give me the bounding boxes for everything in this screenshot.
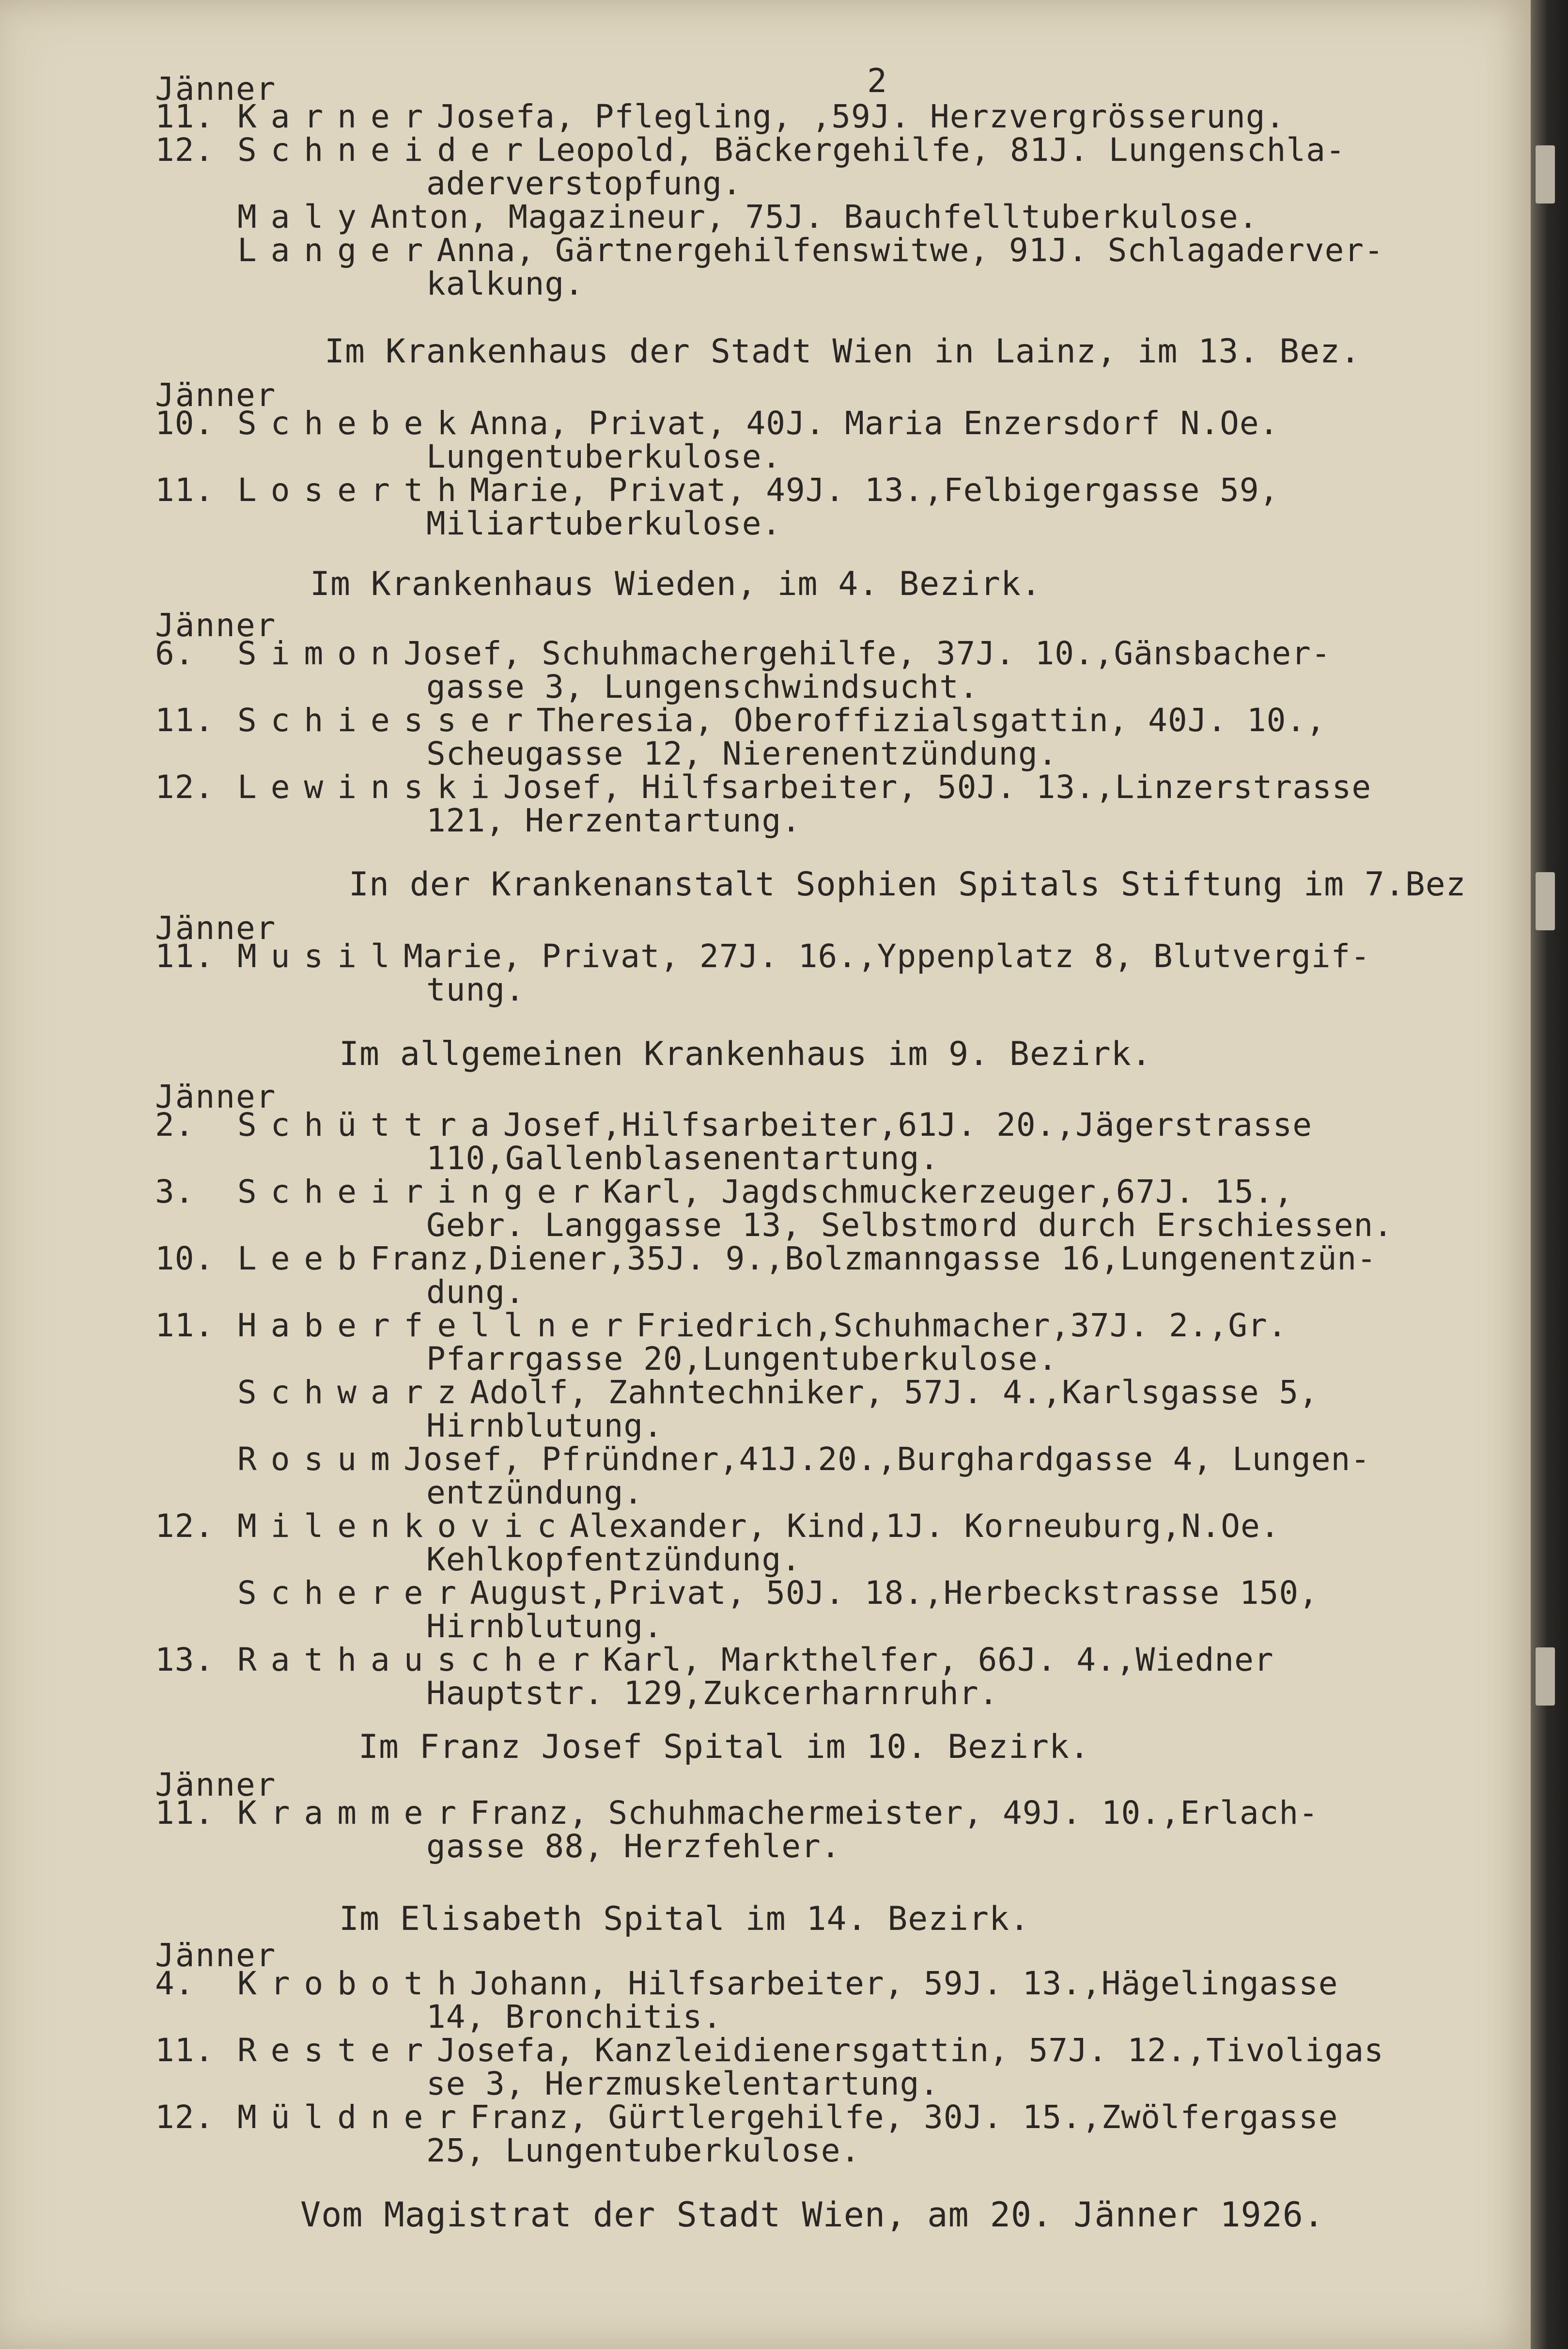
entry-day: 4. xyxy=(155,1965,195,2002)
entry-continuation: dung. xyxy=(426,1273,525,1311)
section-heading: Im Krankenhaus der Stadt Wien in Lainz, im 13. Bez. xyxy=(325,332,1361,371)
entry-details: Josef, Schuhmachergehilfe, 37J. 10.,Gänsbacher- xyxy=(404,635,1331,672)
month-label: Jänner xyxy=(155,1078,277,1115)
entry-continuation: Pfarrgasse 20,Lungentuberkulose. xyxy=(426,1340,1058,1378)
entry-continuation: 25, Lungentuberkulose. xyxy=(426,2132,861,2169)
entry-day: 11. xyxy=(155,471,215,509)
entry-details: Josefa, Kanzleidienersgattin, 57J. 12.,Tivoligas xyxy=(436,2032,1384,2069)
entry-surname: Scheiringer xyxy=(237,1173,604,1210)
month-label: Jänner xyxy=(155,1937,277,1974)
entry-day: 11. xyxy=(155,2032,215,2069)
entry-continuation: aderverstopfung. xyxy=(426,165,742,202)
entry-details: Josef, Hilfsarbeiter, 50J. 13.,Linzerstrasse xyxy=(503,768,1372,806)
entry-continuation: 14, Bronchitis. xyxy=(426,1998,723,2036)
entry-details: Anna, Gärtnergehilfenswitwe, 91J. Schlagaderver- xyxy=(436,232,1384,269)
entry-details: Anna, Privat, 40J. Maria Enzersdorf N.Oe. xyxy=(470,405,1279,442)
entry-surname: Krammer xyxy=(237,1794,471,1832)
entry-surname: Schneider xyxy=(237,131,537,169)
month-label: Jänner xyxy=(155,909,277,947)
month-label: Jänner xyxy=(155,70,277,108)
entry-surname: Schüttra xyxy=(237,1106,504,1143)
entry-day: 10. xyxy=(155,405,215,442)
entry-surname: Lewinski xyxy=(237,768,504,806)
entry-details: August,Privat, 50J. 18.,Herbeckstrasse 150, xyxy=(470,1574,1319,1612)
entry-details: Friedrich,Schuhmacher,37J. 2.,Gr. xyxy=(636,1307,1288,1344)
entry-details: Franz,Diener,35J. 9.,Bolzmanngasse 16,Lungenentzün- xyxy=(370,1240,1377,1277)
section-heading: Im Krankenhaus Wieden, im 4. Bezirk. xyxy=(310,565,1041,603)
entry-details: Theresia, Oberoffizialsgattin, 40J. 10., xyxy=(536,702,1326,739)
month-label: Jänner xyxy=(155,376,277,414)
entry-surname: Rathauscher xyxy=(237,1641,604,1678)
entry-details: Franz, Gürtlergehilfe, 30J. 15.,Zwölfergasse xyxy=(470,2098,1338,2136)
section-heading: Im Franz Josef Spital im 10. Bezirk. xyxy=(358,1728,1090,1766)
entry-surname: Rosum xyxy=(237,1441,404,1478)
entry-details: Marie, Privat, 49J. 13.,Felbigergasse 59, xyxy=(470,471,1279,509)
entry-surname: Haberfellner xyxy=(237,1307,637,1344)
entry-surname: Schiesser xyxy=(237,702,537,739)
entry-day: 11. xyxy=(155,938,215,975)
entry-surname: Schebek xyxy=(237,405,471,442)
binding-tab xyxy=(1536,872,1555,930)
binding-tab xyxy=(1536,1647,1555,1706)
entry-details: Josef, Pfründner,41J.20.,Burghardgasse 4, Lungen- xyxy=(404,1441,1371,1478)
section-heading: In der Krankenanstalt Sophien Spitals Stiftung im 7.Bez xyxy=(349,865,1466,904)
entry-day: 3. xyxy=(155,1173,195,1210)
entry-continuation: Gebr. Langgasse 13, Selbstmord durch Erschiessen. xyxy=(426,1206,1394,1244)
entry-surname: Schwarz xyxy=(237,1374,471,1411)
entry-details: Leopold, Bäckergehilfe, 81J. Lungenschla- xyxy=(536,131,1346,169)
entry-day: 12. xyxy=(155,768,215,806)
page-number: 2 xyxy=(867,62,887,100)
entry-details: Karl, Markthelfer, 66J. 4.,Wiedner xyxy=(603,1641,1274,1678)
entry-details: Josefa, Pflegling, ,59J. Herzvergrösserung. xyxy=(436,98,1286,135)
entry-surname: Müldner xyxy=(237,2098,471,2136)
entry-day: 2. xyxy=(155,1106,195,1143)
entry-details: Anton, Magazineur, 75J. Bauchfelltuberkulose. xyxy=(370,198,1258,235)
entry-day: 12. xyxy=(155,131,215,169)
entry-continuation: Miliartuberkulose. xyxy=(426,505,782,542)
entry-continuation: gasse 88, Herzfehler. xyxy=(426,1828,841,1865)
entry-details: Marie, Privat, 27J. 16.,Yppenplatz 8, Blutvergif- xyxy=(404,938,1371,975)
entry-continuation: 110,Gallenblasenentartung. xyxy=(426,1140,940,1177)
entry-details: Josef,Hilfsarbeiter,61J. 20.,Jägerstrasse xyxy=(503,1106,1312,1143)
month-label: Jänner xyxy=(155,1766,277,1803)
entry-continuation: Kehlkopfentzündung. xyxy=(426,1541,801,1578)
entry-continuation: Hirnblutung. xyxy=(426,1407,663,1444)
entry-day: 13. xyxy=(155,1641,215,1678)
entry-day: 6. xyxy=(155,635,195,672)
entry-continuation: 121, Herzentartung. xyxy=(426,802,801,839)
entry-surname: Maly xyxy=(237,198,371,235)
entry-day: 12. xyxy=(155,1507,215,1545)
entry-continuation: kalkung. xyxy=(426,265,584,302)
month-label: Jänner xyxy=(155,607,277,644)
entry-details: Karl, Jagdschmuckerzeuger,67J. 15., xyxy=(603,1173,1294,1210)
entry-continuation: gasse 3, Lungenschwindsucht. xyxy=(426,668,979,705)
entry-surname: Langer xyxy=(237,232,437,269)
entry-continuation: Hauptstr. 129,Zukcerharnruhr. xyxy=(426,1675,999,1712)
entry-day: 10. xyxy=(155,1240,215,1277)
entry-continuation: se 3, Herzmuskelentartung. xyxy=(426,2065,940,2102)
entry-continuation: Scheugasse 12, Nierenentzündung. xyxy=(426,735,1058,772)
section-heading: Im Elisabeth Spital im 14. Bezirk. xyxy=(339,1900,1030,1938)
entry-surname: Kroboth xyxy=(237,1965,471,2002)
entry-surname: Leeb xyxy=(237,1240,371,1277)
entry-day: 11. xyxy=(155,702,215,739)
entry-continuation: Hirnblutung. xyxy=(426,1608,663,1645)
entry-surname: Scherer xyxy=(237,1574,471,1612)
entry-details: Franz, Schuhmachermeister, 49J. 10.,Erlach- xyxy=(470,1794,1319,1832)
section-heading: Im allgemeinen Krankenhaus im 9. Bezirk. xyxy=(339,1035,1152,1073)
entry-continuation: tung. xyxy=(426,971,525,1008)
entry-surname: Simon xyxy=(237,635,404,672)
entry-day: 12. xyxy=(155,2098,215,2136)
entry-surname: Rester xyxy=(237,2032,437,2069)
entry-details: Adolf, Zahntechniker, 57J. 4.,Karlsgasse 5, xyxy=(470,1374,1319,1411)
signature-line: Vom Magistrat der Stadt Wien, am 20. Jänner 1926. xyxy=(300,2195,1325,2235)
entry-continuation: entzündung. xyxy=(426,1474,644,1511)
entry-details: Alexander, Kind,1J. Korneuburg,N.Oe. xyxy=(570,1507,1280,1545)
binding-tab xyxy=(1536,145,1555,204)
entry-continuation: Lungentuberkulose. xyxy=(426,438,782,475)
entry-surname: Karner xyxy=(237,98,437,135)
binding-edge xyxy=(1531,0,1568,2349)
entry-day: 11. xyxy=(155,98,215,135)
entry-details: Johann, Hilfsarbeiter, 59J. 13.,Hägelingasse xyxy=(470,1965,1338,2002)
entry-surname: Milenkovic xyxy=(237,1507,571,1545)
entry-day: 11. xyxy=(155,1794,215,1832)
entry-day: 11. xyxy=(155,1307,215,1344)
entry-surname: Loserth xyxy=(237,471,471,509)
entry-surname: Musil xyxy=(237,938,404,975)
